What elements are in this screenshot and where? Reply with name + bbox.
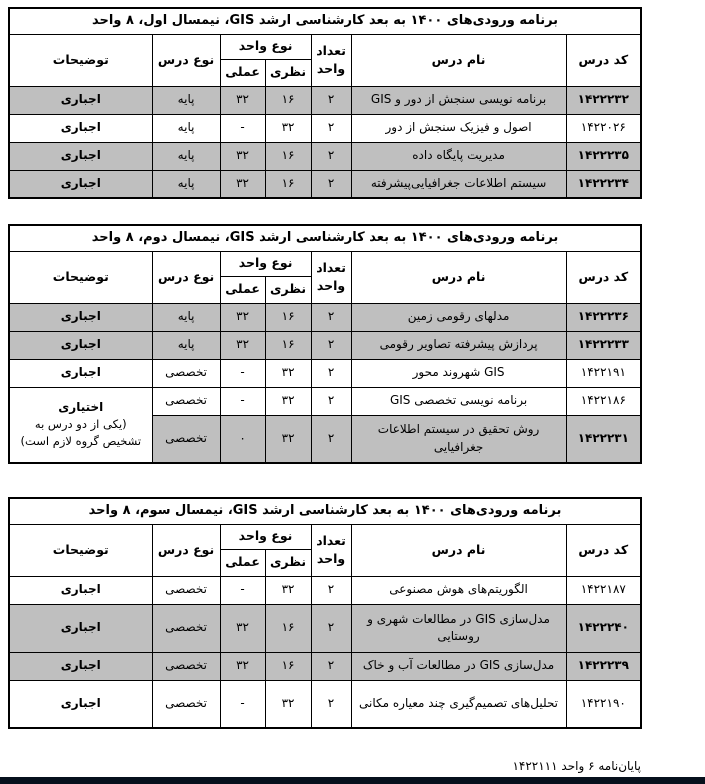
course-type: تخصصی [152, 359, 220, 387]
table-row [9, 142, 641, 170]
theoretical-hours: ۱۶ [265, 604, 311, 652]
practical-hours: - [220, 680, 265, 728]
course-name: برنامه نویسی تخصصی GIS [351, 387, 566, 415]
course-code: ۱۴۲۲۲۳۱ [566, 415, 641, 463]
col-header-units: تعداد واحد [311, 251, 351, 303]
units-count: ۲ [311, 142, 351, 170]
col-header-name: نام درس [351, 524, 566, 576]
col-header-name: نام درس [351, 34, 566, 86]
table-row [9, 387, 641, 415]
course-notes: اجباری [9, 680, 152, 728]
course-code: ۱۴۲۲۱۹۱ [566, 359, 641, 387]
course-notes-merged [9, 387, 152, 463]
thesis-note: پایان‌نامه ۶ واحد ۱۴۲۲۱۱۱ [512, 759, 641, 773]
theoretical-hours: ۳۲ [265, 359, 311, 387]
practical-hours: ۳۲ [220, 652, 265, 680]
course-notes: اجباری [9, 576, 152, 604]
course-code: ۱۴۲۲۲۳۳ [566, 331, 641, 359]
col-header-name: نام درس [351, 251, 566, 303]
course-name: الگوریتم‌های هوش مصنوعی [351, 576, 566, 604]
header-row [9, 251, 641, 276]
course-name: سیستم اطلاعات جغرافیایی‌پیشرفته [351, 170, 566, 198]
units-count: ۲ [311, 331, 351, 359]
course-notes: اجباری [9, 114, 152, 142]
units-count: ۲ [311, 303, 351, 331]
course-notes: اجباری [9, 331, 152, 359]
col-header-theoretical: نظری [265, 549, 311, 576]
table-row [9, 359, 641, 387]
table-title: برنامه ورودی‌های ۱۴۰۰ به بعد کارشناسی ارشد GIS، نیمسال دوم، ۸ واحد [9, 225, 641, 251]
course-type: پایه [152, 142, 220, 170]
col-header-units: تعداد واحد [311, 524, 351, 576]
table-row [9, 86, 641, 114]
practical-hours: - [220, 576, 265, 604]
col-header-course-type: نوع درس [152, 251, 220, 303]
course-type: تخصصی [152, 604, 220, 652]
practical-hours: ۳۲ [220, 142, 265, 170]
units-count: ۲ [311, 652, 351, 680]
course-name: مدل‌سازی GIS در مطالعات شهری و روستایی [351, 604, 566, 652]
course-code: ۱۴۲۲۲۳۲ [566, 86, 641, 114]
course-type: تخصصی [152, 652, 220, 680]
theoretical-hours: ۳۲ [265, 680, 311, 728]
theoretical-hours: ۳۲ [265, 114, 311, 142]
course-notes: اجباری [9, 652, 152, 680]
course-notes: اجباری [9, 170, 152, 198]
theoretical-hours: ۱۶ [265, 170, 311, 198]
units-count: ۲ [311, 359, 351, 387]
course-notes: اجباری [9, 86, 152, 114]
course-name: مدیریت پایگاه داده [351, 142, 566, 170]
course-name: مدلهای رقومی زمین [351, 303, 566, 331]
course-code: ۱۴۲۲۱۸۷ [566, 576, 641, 604]
col-header-theoretical: نظری [265, 276, 311, 303]
notes-line: اختیاری [58, 399, 104, 414]
units-count: ۲ [311, 387, 351, 415]
theoretical-hours: ۳۲ [265, 387, 311, 415]
table-title: برنامه ورودی‌های ۱۴۰۰ به بعد کارشناسی ارشد GIS، نیمسال سوم، ۸ واحد [9, 498, 641, 524]
units-count: ۲ [311, 576, 351, 604]
table-title-row [9, 8, 641, 34]
table-row [9, 604, 641, 652]
course-name: تحلیل‌های تصمیم‌گیری چند معیاره مکانی [351, 680, 566, 728]
practical-hours: ۳۲ [220, 303, 265, 331]
col-header-notes: توضیحات [9, 34, 152, 86]
theoretical-hours: ۱۶ [265, 86, 311, 114]
header-row [9, 524, 641, 549]
theoretical-hours: ۱۶ [265, 652, 311, 680]
course-name: GIS شهروند محور [351, 359, 566, 387]
semester2-table [8, 224, 642, 464]
table-row [9, 170, 641, 198]
col-header-notes: توضیحات [9, 524, 152, 576]
theoretical-hours: ۱۶ [265, 142, 311, 170]
units-count: ۲ [311, 604, 351, 652]
course-notes: اجباری [9, 604, 152, 652]
table-row [9, 680, 641, 728]
col-header-unit-type: نوع واحد [220, 524, 311, 549]
header-row [9, 34, 641, 59]
course-type: پایه [152, 170, 220, 198]
table-row [9, 576, 641, 604]
col-header-theoretical: نظری [265, 59, 311, 86]
course-code: ۱۴۲۲۲۳۵ [566, 142, 641, 170]
table-row [9, 331, 641, 359]
practical-hours: ۳۲ [220, 86, 265, 114]
table-title-row [9, 225, 641, 251]
units-count: ۲ [311, 680, 351, 728]
col-header-code: کد درس [566, 251, 641, 303]
course-name: برنامه نویسی سنجش از دور و GIS [351, 86, 566, 114]
table-row [9, 303, 641, 331]
col-header-course-type: نوع درس [152, 524, 220, 576]
course-type: تخصصی [152, 576, 220, 604]
theoretical-hours: ۳۲ [265, 576, 311, 604]
course-code: ۱۴۲۲۲۴۰ [566, 604, 641, 652]
semester3-table [8, 497, 642, 729]
bottom-bar [0, 777, 705, 784]
practical-hours: ۰ [220, 415, 265, 463]
col-header-course-type: نوع درس [152, 34, 220, 86]
units-count: ۲ [311, 114, 351, 142]
col-header-code: کد درس [566, 524, 641, 576]
course-name: مدل‌سازی GIS در مطالعات آب و خاک [351, 652, 566, 680]
course-type: تخصصی [152, 387, 220, 415]
col-header-code: کد درس [566, 34, 641, 86]
course-type: پایه [152, 114, 220, 142]
course-type: تخصصی [152, 415, 220, 463]
theoretical-hours: ۱۶ [265, 303, 311, 331]
col-header-practical: عملی [220, 59, 265, 86]
theoretical-hours: ۳۲ [265, 415, 311, 463]
course-type: تخصصی [152, 680, 220, 728]
semester1-table [8, 7, 642, 199]
practical-hours: - [220, 359, 265, 387]
practical-hours: ۳۲ [220, 170, 265, 198]
course-code: ۱۴۲۲۲۳۴ [566, 170, 641, 198]
course-name: اصول و فیزیک سنجش از دور [351, 114, 566, 142]
col-header-units: تعداد واحد [311, 34, 351, 86]
practical-hours: ۳۲ [220, 331, 265, 359]
table-row [9, 114, 641, 142]
course-type: پایه [152, 86, 220, 114]
course-name: روش تحقیق در سیستم اطلاعات جغرافیایی [351, 415, 566, 463]
col-header-unit-type: نوع واحد [220, 34, 311, 59]
table-title: برنامه ورودی‌های ۱۴۰۰ به بعد کارشناسی ارشد GIS، نیمسال اول، ۸ واحد [9, 8, 641, 34]
practical-hours: - [220, 387, 265, 415]
table-title-row [9, 498, 641, 524]
practical-hours: - [220, 114, 265, 142]
col-header-unit-type: نوع واحد [220, 251, 311, 276]
notes-detail: (یکی از دو درس به تشخیص گروه لازم است) [20, 417, 142, 449]
course-code: ۱۴۲۲۲۳۹ [566, 652, 641, 680]
theoretical-hours: ۱۶ [265, 331, 311, 359]
course-name: پردازش پیشرفته تصاویر رقومی [351, 331, 566, 359]
course-type: پایه [152, 331, 220, 359]
units-count: ۲ [311, 86, 351, 114]
course-code: ۱۴۲۲۱۸۶ [566, 387, 641, 415]
course-notes: اجباری [9, 142, 152, 170]
table-row [9, 652, 641, 680]
units-count: ۲ [311, 415, 351, 463]
course-type: پایه [152, 303, 220, 331]
course-notes: اجباری [9, 303, 152, 331]
course-code: ۱۴۲۲۲۳۶ [566, 303, 641, 331]
course-notes: اجباری [9, 359, 152, 387]
units-count: ۲ [311, 170, 351, 198]
practical-hours: ۳۲ [220, 604, 265, 652]
course-code: ۱۴۲۲۱۹۰ [566, 680, 641, 728]
col-header-notes: توضیحات [9, 251, 152, 303]
col-header-practical: عملی [220, 276, 265, 303]
course-code: ۱۴۲۲۰۲۶ [566, 114, 641, 142]
col-header-practical: عملی [220, 549, 265, 576]
